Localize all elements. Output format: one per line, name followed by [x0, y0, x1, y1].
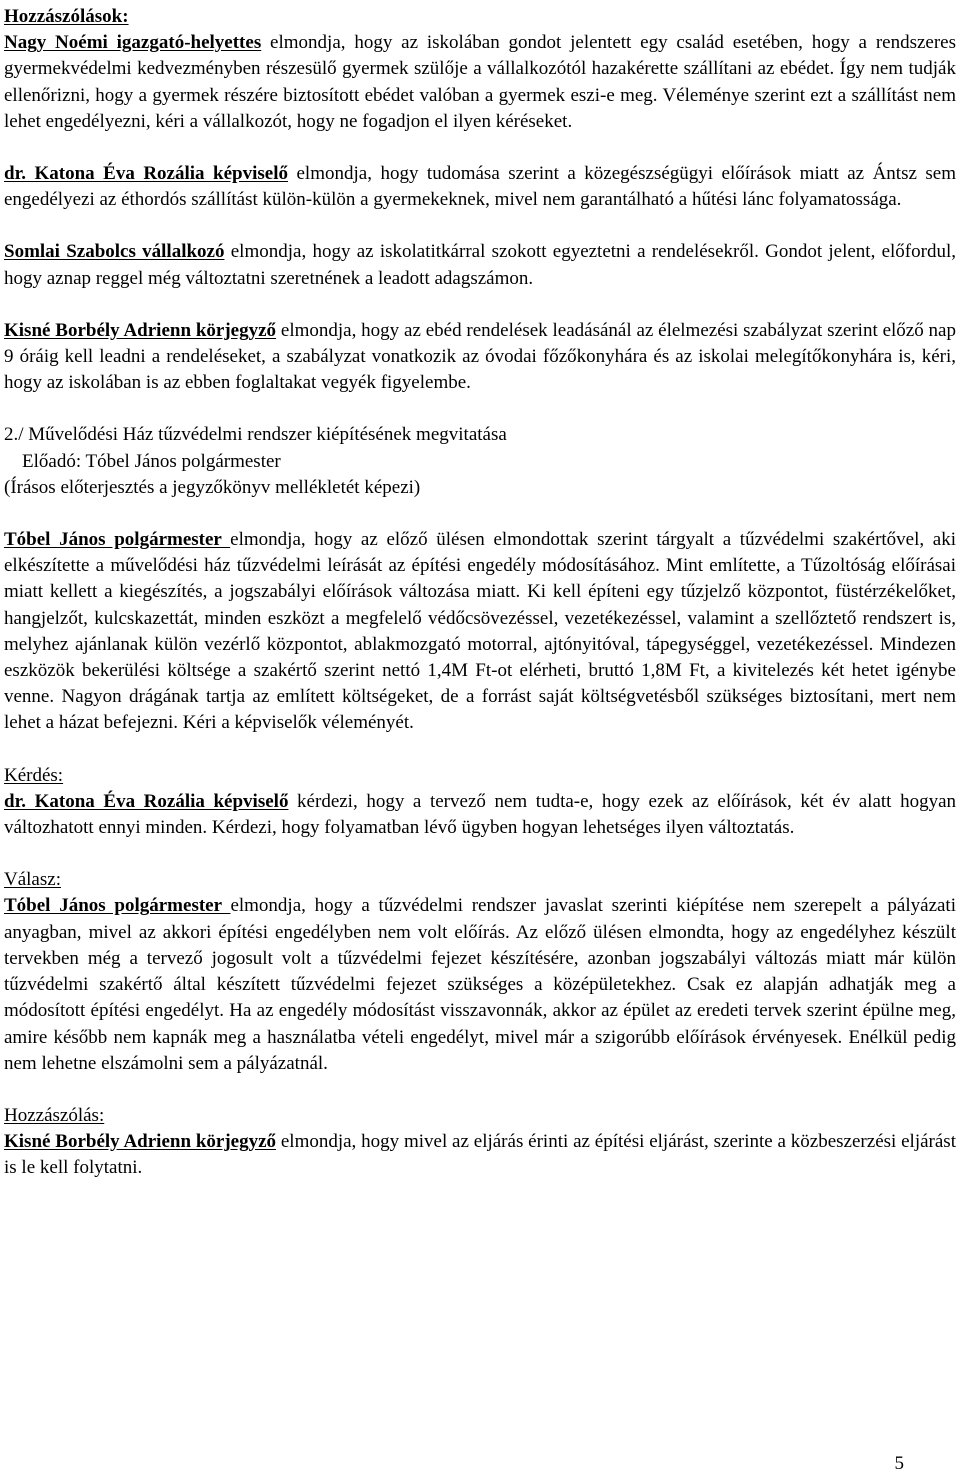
paragraph-gap: [4, 135, 956, 161]
section-heading-hozzaszolas: [4, 1103, 956, 1129]
paragraph-gap: [4, 1077, 956, 1103]
section-heading-kerdes: [4, 763, 956, 789]
speaker-name: Kisné Borbély Adrienn körjegyző: [4, 1131, 277, 1153]
speaker-name: dr. Katona Éva Rozália képviselő: [4, 163, 288, 185]
paragraph-text: elmondja, hogy tudomása szerint a közegészségügyi előírások miatt az Ántsz sem engedélyezi az éthordós szállítást külön-külön a gyermekeknek, mivel nem garantálható a hűtési lánc folyamatossága.: [4, 163, 957, 211]
speaker-name: Somlai Szabolcs vállalkozó: [4, 241, 225, 263]
paragraph-nagy-noemi: [4, 30, 956, 135]
paragraph-tobel-2: [4, 893, 956, 1076]
speaker-name: Kisné Borbély Adrienn körjegyző: [4, 319, 277, 341]
paragraph-text: elmondja, hogy mivel az eljárás érinti az építési eljárást, szerinte a közbeszerzési eljárást is le kell folytatni.: [4, 1131, 956, 1179]
section-heading-hozzaszolasok: [4, 4, 956, 30]
paragraph-katona-2: [4, 789, 956, 841]
page-number: 5: [894, 1453, 904, 1474]
paragraph-katona-1: [4, 161, 956, 213]
speaker-name: Tóbel János polgármester: [4, 529, 231, 551]
paragraph-gap: [4, 213, 956, 239]
heading-text: Kérdés:: [4, 764, 64, 786]
agenda-item-title: 2./ Művelődési Ház tűzvédelmi rendszer kiépítésének megvitatása: [4, 424, 507, 446]
paragraph-somlai: [4, 239, 956, 291]
heading-text: Hozzászólások:: [4, 6, 129, 27]
paragraph-gap: [4, 737, 956, 763]
agenda-attachment-note: (Írásos előterjesztés a jegyzőkönyv mellékletét képezi): [4, 476, 421, 498]
paragraph-gap: [4, 396, 956, 422]
heading-text: Hozzászólás:: [4, 1104, 105, 1126]
paragraph-text: elmondja, hogy az ebéd rendelések leadásánál az élelmezési szabályzat szerint előző nap 9 óráig kell leadni a rendeléseket, a szabályzat vonatkozik az óvodai főzőkonyhára és az iskolai melegítőkonyhára is, kéri, hogy az iskolában is az ebben foglaltakat vegyék figyelembe.: [4, 319, 956, 394]
paragraph-kisne-2: [4, 1129, 956, 1181]
paragraph-kisne-1: [4, 318, 956, 397]
speaker-name: Nagy Noémi igazgató-helyettes: [4, 32, 262, 54]
paragraph-text: elmondja, hogy az iskolatitkárral szokott egyeztetni a rendelésekről. Gondot jelent, előfordul, hogy aznap reggel még változtatni szeretnének a leadott adagszámon.: [4, 241, 956, 289]
paragraph-gap: [4, 841, 956, 867]
paragraph-text: elmondja, hogy az előző ülésen elmondottak szerint tárgyalt a tűzvédelmi szakértővel, aki elkészítette a művelődési ház tűzvédelmi leírását az építési engedély módosításához. Mint említette, a Tűzoltóság előírásai miatt kellett a kiegészítés, a jogszabályi előírások változása miatt. Ki kell építeni egy tűzjelző központot, füstérzékelőket, hangjelzőt, kulcskazettát, minden eszközt a megfelelő védőcsövezéssel, vezetékezéssel, valamint a szellőztető rendszert is, melyhez ajánlanak külön vezérlő központot, ablakmozgató motorral, ajtónyitóval, tápegységgel, vezetékezéssel. Mindezen eszközök bekerülési költsége a szakértő szerint nettó 1,4M Ft-ot elérheti, bruttó 1,8M Ft, a kivitelezés két hetet igénybe venne. Nagyon drágának tartja az említett költségeket, de a forrást saját költségvetésből szükséges biztosítani, mert nem lehet a házat befejezni. Kéri a képviselők véleményét.: [4, 529, 957, 734]
agenda-presenter: Előadó: Tóbel János polgármester: [22, 450, 281, 472]
section-heading-valasz: [4, 867, 956, 893]
paragraph-tobel-1: [4, 527, 956, 737]
paragraph-gap: [4, 292, 956, 318]
heading-text: Válasz:: [4, 869, 61, 891]
paragraph-text: elmondja, hogy a tűzvédelmi rendszer javaslat szerinti kiépítése nem szerepelt a pályázati anyagban, mivel az akkori építési engedélyben nem volt előírás. Az előző ülésen elmondta, hogy az engedélyhez készült tervekben még a tervező jogosult volt a tűzvédelmi fejezet készítésére, azonban jogszabályi változás miatt már külön tűzvédelmi szakértő által készített tűzvédelmi fejezet szükséges a középületekhez. Csak ez alapján adhatják meg a módosított építési engedélyt. Ha az engedély módosítást visszavonnák, akkor az épület az eredeti tervek szerint épülne meg, amire később nem kapnák meg a használatba vételi engedélyt, mivel már a szigorúbb előírások érvényesek. Enélkül pedig nem lehetne elszámolni sem a pályázatnál.: [4, 895, 956, 1074]
paragraph-text: elmondja, hogy az iskolában gondot jelentett egy család esetében, hogy a rendszeres gyermekvédelmi kedvezményben részesülő gyermek szülője a vállalkozótól hazakérette szállítani az ebédet. Így nem tudják ellenőrizni, hogy a gyermek részére biztosított ebédet valóban a gyermek eszi-e meg. Véleménye szerint ezt a szállítást nem lehet engedélyezni, kéri a vállalkozót, hogy ne fogadjon el ilyen kéréseket.: [4, 32, 957, 132]
paragraph-gap: [4, 501, 956, 527]
document-body: [4, 4, 956, 1182]
speaker-name: dr. Katona Éva Rozália képviselő: [4, 790, 289, 812]
paragraph-text: kérdezi, hogy a tervező nem tudta-e, hogy ezek az előírások, két év alatt hogyan változhatott ennyi minden. Kérdezi, hogy folyamatban lévő ügyben hogyan lehetséges ilyen változtatás.: [4, 790, 956, 839]
speaker-name: Tóbel János polgármester: [4, 895, 231, 917]
